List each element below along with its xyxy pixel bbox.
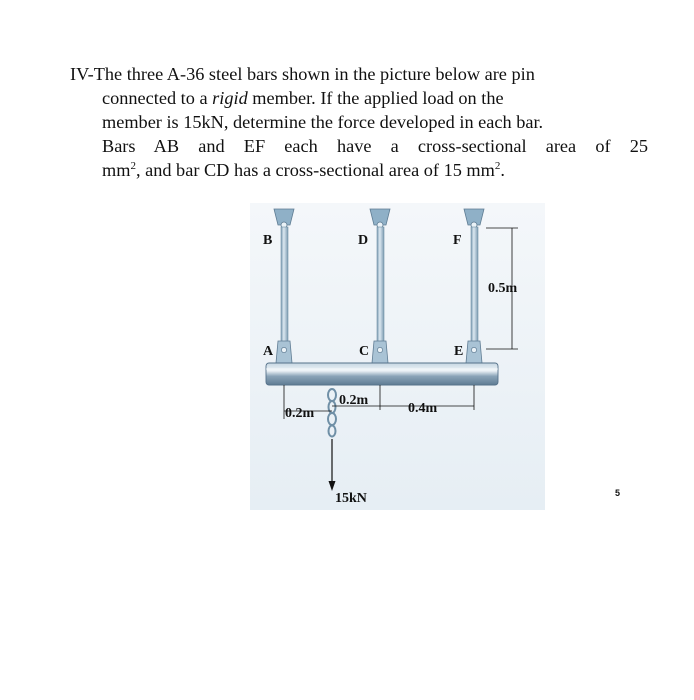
problem-line-1: IV-The three A-36 steel bars shown in the picture below are pin — [70, 64, 535, 84]
dimension-label-c-to-e: 0.4m — [408, 401, 438, 416]
dimension-label-bar-length: 0.5m — [488, 281, 518, 296]
unit-mm-1: mm — [102, 160, 131, 180]
truss-figure — [250, 203, 545, 510]
label-d: D — [358, 233, 369, 248]
rigid-emphasis: rigid — [212, 88, 248, 108]
label-f: F — [453, 233, 462, 248]
label-b: B — [263, 233, 273, 248]
page-number: 5 — [615, 488, 621, 498]
label-c: C — [359, 344, 370, 359]
dimension-label-load-to-c: 0.2m — [339, 393, 369, 408]
bar-ab — [281, 227, 288, 345]
pin-a — [276, 341, 292, 363]
problem-line-2 — [70, 86, 648, 110]
bar-ef — [471, 227, 478, 345]
superscript-2: 2 — [494, 159, 501, 172]
dimension-label-left-offset: 0.2m — [285, 406, 315, 421]
rigid-beam — [266, 363, 498, 385]
superscript-1: 2 — [130, 159, 136, 172]
load-label: 15kN — [335, 491, 367, 506]
pin-c — [372, 341, 388, 363]
problem-line-5 — [70, 158, 648, 182]
problem-line-5-end: . — [500, 160, 505, 180]
figure-svg — [250, 203, 545, 510]
label-a: A — [263, 344, 274, 359]
bar-cd — [377, 227, 384, 345]
problem-line-3: member is 15kN, determine the force developed in each bar. — [102, 112, 544, 132]
problem-line-4: Bars AB and EF each have a cross-sectional area of 25 — [102, 136, 648, 156]
pin-e — [466, 341, 482, 363]
problem-line-2-pre: connected to a — [102, 88, 213, 108]
problem-statement — [70, 62, 648, 182]
problem-line-5-mid: , and bar CD has a cross-sectional area of 15 mm — [135, 160, 495, 180]
problem-line-2-post: member. If the applied load on the — [247, 88, 504, 108]
figure-background — [250, 203, 545, 510]
label-e: E — [454, 344, 464, 359]
